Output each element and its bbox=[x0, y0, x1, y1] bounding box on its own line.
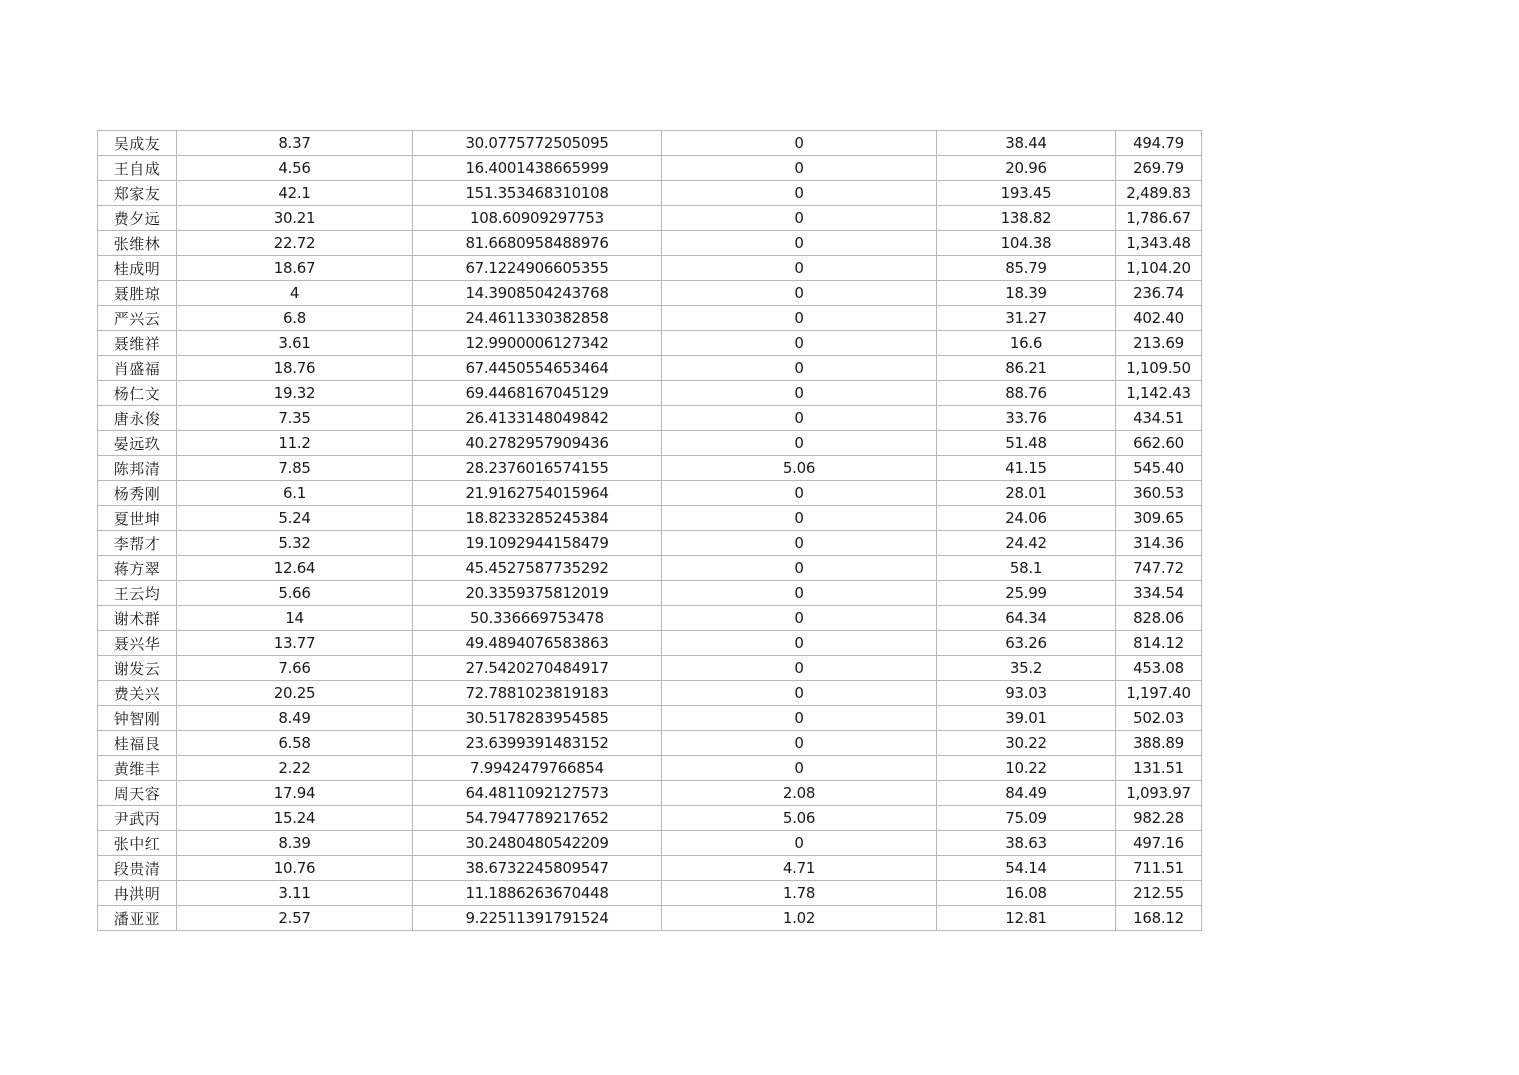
value-cell: 0 bbox=[662, 681, 937, 706]
table-row bbox=[98, 681, 1202, 706]
value-cell: 81.6680958488976 bbox=[413, 231, 662, 256]
name-cell: 王自成 bbox=[98, 156, 177, 181]
table-row bbox=[98, 281, 1202, 306]
value-cell: 41.15 bbox=[937, 456, 1116, 481]
name-cell: 谢发云 bbox=[98, 656, 177, 681]
name-cell: 聂兴华 bbox=[98, 631, 177, 656]
value-cell: 17.94 bbox=[177, 781, 413, 806]
amount-cell: 545.40 bbox=[1116, 456, 1202, 481]
amount-cell: 662.60 bbox=[1116, 431, 1202, 456]
value-cell: 5.32 bbox=[177, 531, 413, 556]
amount-cell: 1,109.50 bbox=[1116, 356, 1202, 381]
table-row bbox=[98, 206, 1202, 231]
value-cell: 16.6 bbox=[937, 331, 1116, 356]
value-cell: 42.1 bbox=[177, 181, 413, 206]
name-cell: 聂胜琼 bbox=[98, 281, 177, 306]
value-cell: 193.45 bbox=[937, 181, 1116, 206]
value-cell: 5.66 bbox=[177, 581, 413, 606]
value-cell: 75.09 bbox=[937, 806, 1116, 831]
amount-cell: 309.65 bbox=[1116, 506, 1202, 531]
amount-cell: 982.28 bbox=[1116, 806, 1202, 831]
value-cell: 0 bbox=[662, 531, 937, 556]
value-cell: 30.5178283954585 bbox=[413, 706, 662, 731]
table-row bbox=[98, 631, 1202, 656]
value-cell: 19.1092944158479 bbox=[413, 531, 662, 556]
value-cell: 4.71 bbox=[662, 856, 937, 881]
value-cell: 45.4527587735292 bbox=[413, 556, 662, 581]
value-cell: 38.6732245809547 bbox=[413, 856, 662, 881]
name-cell: 费夕远 bbox=[98, 206, 177, 231]
value-cell: 7.66 bbox=[177, 656, 413, 681]
table-row bbox=[98, 606, 1202, 631]
value-cell: 18.8233285245384 bbox=[413, 506, 662, 531]
amount-cell: 2,489.83 bbox=[1116, 181, 1202, 206]
table-row bbox=[98, 406, 1202, 431]
value-cell: 3.11 bbox=[177, 881, 413, 906]
name-cell: 周天容 bbox=[98, 781, 177, 806]
name-cell: 夏世坤 bbox=[98, 506, 177, 531]
value-cell: 5.06 bbox=[662, 456, 937, 481]
value-cell: 54.14 bbox=[937, 856, 1116, 881]
value-cell: 28.2376016574155 bbox=[413, 456, 662, 481]
table-row bbox=[98, 381, 1202, 406]
table-row bbox=[98, 656, 1202, 681]
table-row bbox=[98, 306, 1202, 331]
table-row bbox=[98, 506, 1202, 531]
value-cell: 0 bbox=[662, 381, 937, 406]
value-cell: 14 bbox=[177, 606, 413, 631]
amount-cell: 236.74 bbox=[1116, 281, 1202, 306]
table-row bbox=[98, 731, 1202, 756]
value-cell: 0 bbox=[662, 506, 937, 531]
value-cell: 12.81 bbox=[937, 906, 1116, 931]
table-row bbox=[98, 906, 1202, 931]
name-cell: 桂成明 bbox=[98, 256, 177, 281]
amount-cell: 314.36 bbox=[1116, 531, 1202, 556]
value-cell: 69.4468167045129 bbox=[413, 381, 662, 406]
name-cell: 黄维丰 bbox=[98, 756, 177, 781]
value-cell: 38.63 bbox=[937, 831, 1116, 856]
value-cell: 50.336669753478 bbox=[413, 606, 662, 631]
value-cell: 30.21 bbox=[177, 206, 413, 231]
value-cell: 10.22 bbox=[937, 756, 1116, 781]
value-cell: 14.3908504243768 bbox=[413, 281, 662, 306]
value-cell: 8.39 bbox=[177, 831, 413, 856]
value-cell: 93.03 bbox=[937, 681, 1116, 706]
name-cell: 桂福艮 bbox=[98, 731, 177, 756]
value-cell: 67.1224906605355 bbox=[413, 256, 662, 281]
name-cell: 吴成友 bbox=[98, 131, 177, 156]
value-cell: 24.06 bbox=[937, 506, 1116, 531]
value-cell: 24.4611330382858 bbox=[413, 306, 662, 331]
amount-cell: 1,104.20 bbox=[1116, 256, 1202, 281]
value-cell: 0 bbox=[662, 281, 937, 306]
value-cell: 0 bbox=[662, 556, 937, 581]
value-cell: 20.3359375812019 bbox=[413, 581, 662, 606]
value-cell: 64.4811092127573 bbox=[413, 781, 662, 806]
value-cell: 5.06 bbox=[662, 806, 937, 831]
name-cell: 李帮才 bbox=[98, 531, 177, 556]
value-cell: 67.4450554653464 bbox=[413, 356, 662, 381]
value-cell: 12.9900006127342 bbox=[413, 331, 662, 356]
value-cell: 28.01 bbox=[937, 481, 1116, 506]
value-cell: 58.1 bbox=[937, 556, 1116, 581]
table-row bbox=[98, 556, 1202, 581]
value-cell: 19.32 bbox=[177, 381, 413, 406]
value-cell: 8.37 bbox=[177, 131, 413, 156]
value-cell: 30.22 bbox=[937, 731, 1116, 756]
value-cell: 18.39 bbox=[937, 281, 1116, 306]
value-cell: 35.2 bbox=[937, 656, 1116, 681]
value-cell: 0 bbox=[662, 731, 937, 756]
value-cell: 88.76 bbox=[937, 381, 1116, 406]
value-cell: 104.38 bbox=[937, 231, 1116, 256]
name-cell: 郑家友 bbox=[98, 181, 177, 206]
value-cell: 2.08 bbox=[662, 781, 937, 806]
amount-cell: 1,343.48 bbox=[1116, 231, 1202, 256]
value-cell: 63.26 bbox=[937, 631, 1116, 656]
name-cell: 肖盛福 bbox=[98, 356, 177, 381]
value-cell: 30.2480480542209 bbox=[413, 831, 662, 856]
value-cell: 23.6399391483152 bbox=[413, 731, 662, 756]
value-cell: 38.44 bbox=[937, 131, 1116, 156]
value-cell: 7.35 bbox=[177, 406, 413, 431]
name-cell: 钟智刚 bbox=[98, 706, 177, 731]
value-cell: 9.22511391791524 bbox=[413, 906, 662, 931]
amount-cell: 213.69 bbox=[1116, 331, 1202, 356]
value-cell: 6.58 bbox=[177, 731, 413, 756]
value-cell: 0 bbox=[662, 131, 937, 156]
table-row bbox=[98, 831, 1202, 856]
value-cell: 7.85 bbox=[177, 456, 413, 481]
table-row bbox=[98, 806, 1202, 831]
table-row bbox=[98, 231, 1202, 256]
value-cell: 0 bbox=[662, 331, 937, 356]
amount-cell: 402.40 bbox=[1116, 306, 1202, 331]
amount-cell: 814.12 bbox=[1116, 631, 1202, 656]
name-cell: 段贵清 bbox=[98, 856, 177, 881]
value-cell: 26.4133148049842 bbox=[413, 406, 662, 431]
amount-cell: 1,142.43 bbox=[1116, 381, 1202, 406]
value-cell: 151.353468310108 bbox=[413, 181, 662, 206]
table-row bbox=[98, 881, 1202, 906]
value-cell: 51.48 bbox=[937, 431, 1116, 456]
value-cell: 15.24 bbox=[177, 806, 413, 831]
value-cell: 0 bbox=[662, 756, 937, 781]
amount-cell: 1,786.67 bbox=[1116, 206, 1202, 231]
value-cell: 2.57 bbox=[177, 906, 413, 931]
value-cell: 0 bbox=[662, 356, 937, 381]
value-cell: 27.5420270484917 bbox=[413, 656, 662, 681]
amount-cell: 453.08 bbox=[1116, 656, 1202, 681]
value-cell: 85.79 bbox=[937, 256, 1116, 281]
value-cell: 138.82 bbox=[937, 206, 1116, 231]
name-cell: 严兴云 bbox=[98, 306, 177, 331]
value-cell: 4.56 bbox=[177, 156, 413, 181]
value-cell: 5.24 bbox=[177, 506, 413, 531]
amount-cell: 212.55 bbox=[1116, 881, 1202, 906]
value-cell: 64.34 bbox=[937, 606, 1116, 631]
table-row bbox=[98, 456, 1202, 481]
value-cell: 13.77 bbox=[177, 631, 413, 656]
value-cell: 0 bbox=[662, 206, 937, 231]
value-cell: 8.49 bbox=[177, 706, 413, 731]
value-cell: 84.49 bbox=[937, 781, 1116, 806]
amount-cell: 711.51 bbox=[1116, 856, 1202, 881]
value-cell: 49.4894076583863 bbox=[413, 631, 662, 656]
amount-cell: 497.16 bbox=[1116, 831, 1202, 856]
name-cell: 蒋方翠 bbox=[98, 556, 177, 581]
value-cell: 0 bbox=[662, 481, 937, 506]
table-row bbox=[98, 331, 1202, 356]
name-cell: 谢术群 bbox=[98, 606, 177, 631]
name-cell: 晏远玖 bbox=[98, 431, 177, 456]
value-cell: 24.42 bbox=[937, 531, 1116, 556]
table-body bbox=[98, 131, 1202, 931]
name-cell: 杨秀刚 bbox=[98, 481, 177, 506]
value-cell: 108.60909297753 bbox=[413, 206, 662, 231]
table-row bbox=[98, 706, 1202, 731]
amount-cell: 1,197.40 bbox=[1116, 681, 1202, 706]
value-cell: 30.0775772505095 bbox=[413, 131, 662, 156]
table-row bbox=[98, 431, 1202, 456]
value-cell: 16.4001438665999 bbox=[413, 156, 662, 181]
name-cell: 冉洪明 bbox=[98, 881, 177, 906]
table-row bbox=[98, 781, 1202, 806]
value-cell: 0 bbox=[662, 156, 937, 181]
table-row bbox=[98, 856, 1202, 881]
value-cell: 10.76 bbox=[177, 856, 413, 881]
amount-cell: 747.72 bbox=[1116, 556, 1202, 581]
amount-cell: 334.54 bbox=[1116, 581, 1202, 606]
name-cell: 潘亚亚 bbox=[98, 906, 177, 931]
value-cell: 11.1886263670448 bbox=[413, 881, 662, 906]
value-cell: 11.2 bbox=[177, 431, 413, 456]
value-cell: 0 bbox=[662, 256, 937, 281]
amount-cell: 434.51 bbox=[1116, 406, 1202, 431]
name-cell: 尹武丙 bbox=[98, 806, 177, 831]
amount-cell: 388.89 bbox=[1116, 731, 1202, 756]
value-cell: 3.61 bbox=[177, 331, 413, 356]
name-cell: 杨仁文 bbox=[98, 381, 177, 406]
name-cell: 陈邦清 bbox=[98, 456, 177, 481]
amount-cell: 269.79 bbox=[1116, 156, 1202, 181]
amount-cell: 1,093.97 bbox=[1116, 781, 1202, 806]
value-cell: 21.9162754015964 bbox=[413, 481, 662, 506]
value-cell: 12.64 bbox=[177, 556, 413, 581]
name-cell: 聂维祥 bbox=[98, 331, 177, 356]
table-row bbox=[98, 481, 1202, 506]
name-cell: 费关兴 bbox=[98, 681, 177, 706]
value-cell: 0 bbox=[662, 581, 937, 606]
amount-cell: 494.79 bbox=[1116, 131, 1202, 156]
table-row bbox=[98, 581, 1202, 606]
value-cell: 7.9942479766854 bbox=[413, 756, 662, 781]
value-cell: 0 bbox=[662, 606, 937, 631]
value-cell: 0 bbox=[662, 656, 937, 681]
table-row bbox=[98, 756, 1202, 781]
value-cell: 33.76 bbox=[937, 406, 1116, 431]
value-cell: 18.67 bbox=[177, 256, 413, 281]
value-cell: 0 bbox=[662, 406, 937, 431]
value-cell: 31.27 bbox=[937, 306, 1116, 331]
value-cell: 1.02 bbox=[662, 906, 937, 931]
amount-cell: 168.12 bbox=[1116, 906, 1202, 931]
value-cell: 40.2782957909436 bbox=[413, 431, 662, 456]
table-row bbox=[98, 356, 1202, 381]
value-cell: 72.7881023819183 bbox=[413, 681, 662, 706]
value-cell: 0 bbox=[662, 706, 937, 731]
value-cell: 6.1 bbox=[177, 481, 413, 506]
amount-cell: 828.06 bbox=[1116, 606, 1202, 631]
name-cell: 张中红 bbox=[98, 831, 177, 856]
table-row bbox=[98, 181, 1202, 206]
value-cell: 1.78 bbox=[662, 881, 937, 906]
table-row bbox=[98, 531, 1202, 556]
value-cell: 18.76 bbox=[177, 356, 413, 381]
value-cell: 4 bbox=[177, 281, 413, 306]
value-cell: 0 bbox=[662, 306, 937, 331]
value-cell: 86.21 bbox=[937, 356, 1116, 381]
value-cell: 0 bbox=[662, 631, 937, 656]
value-cell: 54.7947789217652 bbox=[413, 806, 662, 831]
amount-cell: 360.53 bbox=[1116, 481, 1202, 506]
data-table bbox=[97, 130, 1202, 931]
value-cell: 25.99 bbox=[937, 581, 1116, 606]
name-cell: 王云均 bbox=[98, 581, 177, 606]
value-cell: 2.22 bbox=[177, 756, 413, 781]
value-cell: 0 bbox=[662, 431, 937, 456]
value-cell: 0 bbox=[662, 831, 937, 856]
amount-cell: 131.51 bbox=[1116, 756, 1202, 781]
value-cell: 22.72 bbox=[177, 231, 413, 256]
table-row bbox=[98, 156, 1202, 181]
table-row bbox=[98, 131, 1202, 156]
table-row bbox=[98, 256, 1202, 281]
value-cell: 20.96 bbox=[937, 156, 1116, 181]
value-cell: 6.8 bbox=[177, 306, 413, 331]
value-cell: 20.25 bbox=[177, 681, 413, 706]
value-cell: 16.08 bbox=[937, 881, 1116, 906]
value-cell: 0 bbox=[662, 231, 937, 256]
name-cell: 张维林 bbox=[98, 231, 177, 256]
value-cell: 0 bbox=[662, 181, 937, 206]
value-cell: 39.01 bbox=[937, 706, 1116, 731]
amount-cell: 502.03 bbox=[1116, 706, 1202, 731]
name-cell: 唐永俊 bbox=[98, 406, 177, 431]
